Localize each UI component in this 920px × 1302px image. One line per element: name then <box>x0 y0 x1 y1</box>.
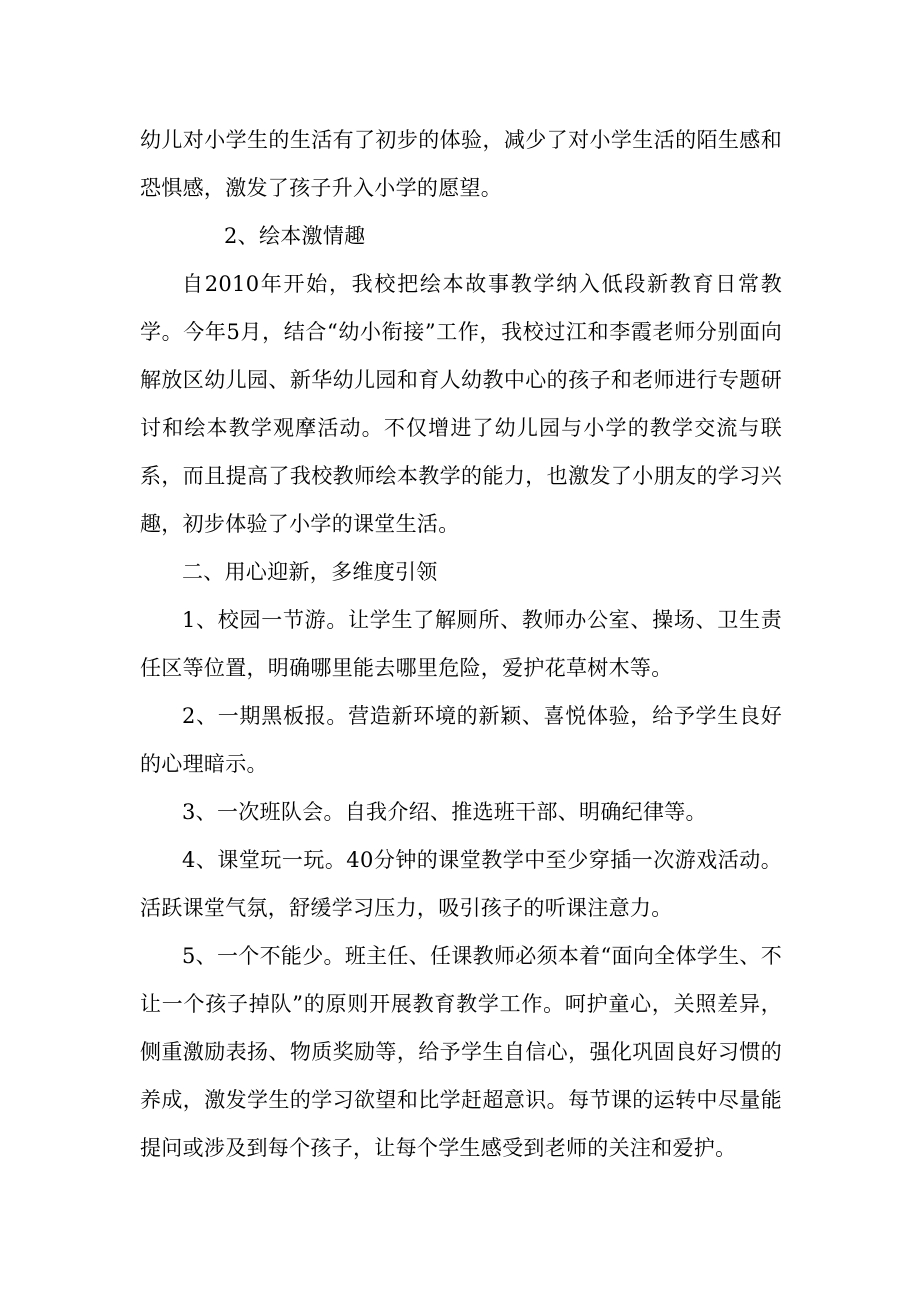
item-no-one-left-behind: 5、一个不能少。班主任、任课教师必须本着“面向全体学生、不让一个孩子掉队”的原则开展教育教学工作。呵护童心，关照差异，侧重激励表扬、物质奖励等，给予学生自信心，强化巩固良好习惯的养成，激发学生的学习欲望和比学赶超意识。每节课的运转中尽量能提问或涉及到每个孩子，让每个学生感受到老师的关注和爱护。 <box>140 944 782 1160</box>
item-classroom-play: 4、课堂玩一玩。40分钟的课堂教学中至少穿插一次游戏活动。活跃课堂气氛，舒缓学习压力，吸引孩子的听课注意力。 <box>140 848 782 920</box>
paragraph-continuation: 幼儿对小学生的生活有了初步的体验，减少了对小学生活的陌生感和恐惧感，激发了孩子升入小学的愿望。 <box>140 128 782 200</box>
item-class-meeting: 3、一次班队会。自我介绍、推选班干部、明确纪律等。 <box>182 800 707 824</box>
paragraph-picture-books: 自2010年开始，我校把绘本故事教学纳入低段新教育日常教学。今年5月，结合“幼小衔接”工作，我校过江和李霞老师分别面向解放区幼儿园、新华幼儿园和育人幼教中心的孩子和老师进行专题研讨和绘本教学观摩活动。不仅增进了幼儿园与小学的教学交流与联系，而且提高了我校教师绘本教学的能力，也激发了小朋友的学习兴趣，初步体验了小学的课堂生活。 <box>140 272 782 536</box>
item-campus-tour: 1、校园一节游。让学生了解厕所、教师办公室、操场、卫生责任区等位置，明确哪里能去哪里危险，爱护花草树木等。 <box>140 608 782 680</box>
subheading-picture-books: 2、绘本激情趣 <box>224 224 366 248</box>
item-blackboard: 2、一期黑板报。营造新环境的新颖、喜悦体验，给予学生良好的心理暗示。 <box>140 704 782 776</box>
section-heading-welcome: 二、用心迎新，多维度引领 <box>182 560 438 584</box>
document-body <box>140 116 782 1172</box>
